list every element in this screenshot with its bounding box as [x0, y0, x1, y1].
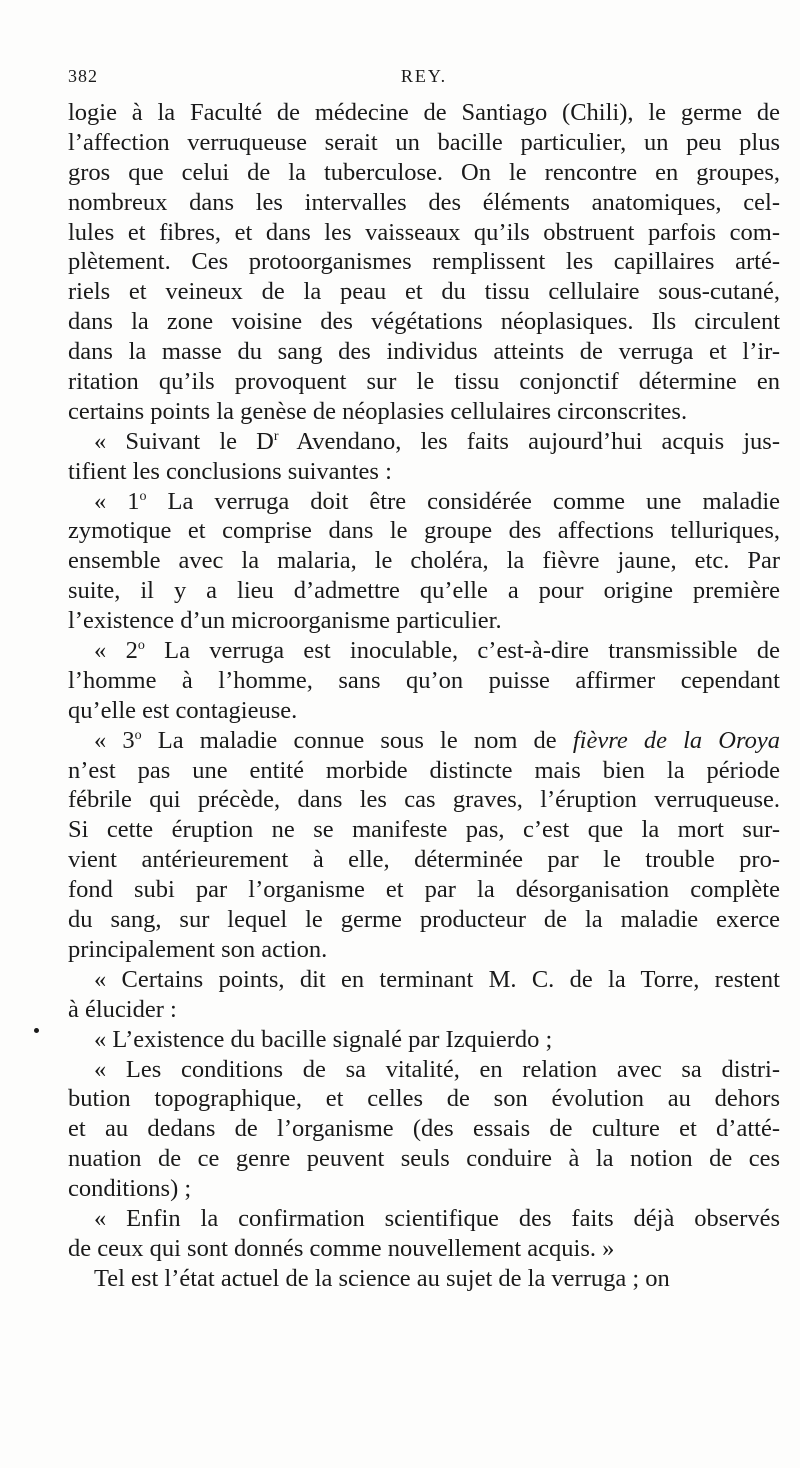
text-line: nombreux dans les intervalles des éléments anatomiques, cel- [68, 188, 780, 216]
text-line: et au dedans de l’organisme (des essais de culture et d’atté- [68, 1115, 780, 1143]
text-line: l’existence d’un microorganisme particulier. [68, 607, 502, 635]
text-line: « Certains points, dit en terminant M. C. de la Torre, restent [94, 965, 780, 993]
text-line: qu’elle est contagieuse. [68, 696, 298, 724]
text-line: tifient les conclusions suivantes : [68, 457, 392, 485]
margin-mark [34, 1028, 39, 1033]
body-text [68, 98, 780, 1294]
text-line: l’affection verruqueuse serait un bacille particulier, un peu plus [68, 128, 780, 156]
text-line: nuation de ce genre peuvent seuls conduire à la notion de ces [68, 1145, 780, 1173]
text-line: zymotique et comprise dans le groupe des affections telluriques, [68, 517, 780, 545]
text-line: « Les conditions de sa vitalité, en relation avec sa distri- [94, 1055, 780, 1083]
line-segment: « 3 [94, 726, 135, 754]
text-line: riels et veineux de la peau et du tissu cellulaire sous-cutané, [68, 278, 780, 306]
line-segment: « 1 [94, 487, 140, 515]
line-segment: La maladie connue sous le nom de [141, 726, 573, 754]
text-line: ritation qu’ils provoquent sur le tissu conjonctif détermine en [68, 368, 780, 396]
text-line: dans la zone voisine des végétations néoplasiques. Ils circulent [68, 308, 780, 336]
line-segment: « Suivant le D [94, 427, 274, 455]
superscript: o [137, 637, 145, 653]
text-line: dans la masse du sang des individus atteints de verruga et l’ir- [68, 338, 780, 366]
page-number: 382 [68, 66, 98, 86]
text-line: de ceux qui sont donnés comme nouvellement acquis. » [68, 1234, 615, 1262]
text-line: conditions) ; [68, 1175, 192, 1203]
line-segment: Avendano, les faits aujourd’hui acquis jus- [278, 427, 780, 455]
text-line: Tel est l’état actuel de la science au sujet de la verruga ; on [94, 1264, 670, 1292]
text-line [68, 487, 780, 517]
text-line: certains points la genèse de néoplasies cellulaires circonscrites. [68, 397, 688, 425]
text-line [68, 726, 780, 756]
line-segment: « 2 [94, 637, 138, 665]
text-line: à élucider : [68, 995, 177, 1023]
text-line: n’est pas une entité morbide distincte mais bien la période [68, 756, 780, 784]
superscript: o [134, 727, 142, 743]
running-head: REY. [400, 66, 448, 86]
text-line [68, 636, 780, 666]
text-line: « L’existence du bacille signalé par Izquierdo ; [94, 1025, 553, 1053]
text-line: « Enfin la confirmation scientifique des faits déjà observés [94, 1204, 780, 1232]
page-header [68, 64, 780, 94]
text-line: suite, il y a lieu d’admettre qu’elle a pour origine première [68, 577, 780, 605]
text-line: principalement son action. [68, 935, 328, 963]
text-line: plètement. Ces protoorganismes remplissent les capillaires arté- [68, 248, 780, 276]
text-line: ensemble avec la malaria, le choléra, la fièvre jaune, etc. Par [68, 547, 780, 575]
text-line: vient antérieurement à elle, déterminée par le trouble pro- [68, 846, 780, 874]
text-line: gros que celui de la tuberculose. On le rencontre en groupes, [68, 158, 780, 186]
text-line: fond subi par l’organisme et par la désorganisation complète [68, 876, 780, 904]
line-segment: La verruga doit être considérée comme une maladie [146, 487, 781, 515]
text-line: Si cette éruption ne se manifeste pas, c’est que la mort sur- [68, 816, 780, 844]
text-line [68, 427, 780, 457]
superscript: o [139, 488, 147, 504]
text-line: lules et fibres, et dans les vaisseaux qu’ils obstruent parfois com- [68, 218, 780, 246]
text-line: l’homme à l’homme, sans qu’on puisse affirmer cependant [68, 666, 780, 694]
italic-term: fièvre de la Oroya [572, 726, 780, 754]
text-line: fébrile qui précède, dans les cas graves, l’éruption verruqueuse. [68, 786, 780, 814]
text-line: bution topographique, et celles de son évolution au dehors [68, 1085, 780, 1113]
text-line: du sang, sur lequel le germe producteur de la maladie exerce [68, 906, 780, 934]
text-line: logie à la Faculté de médecine de Santiago (Chili), le germe de [68, 99, 780, 126]
superscript: r [273, 428, 279, 444]
line-segment: La verruga est inoculable, c’est-à-dire transmissible de [144, 637, 780, 665]
